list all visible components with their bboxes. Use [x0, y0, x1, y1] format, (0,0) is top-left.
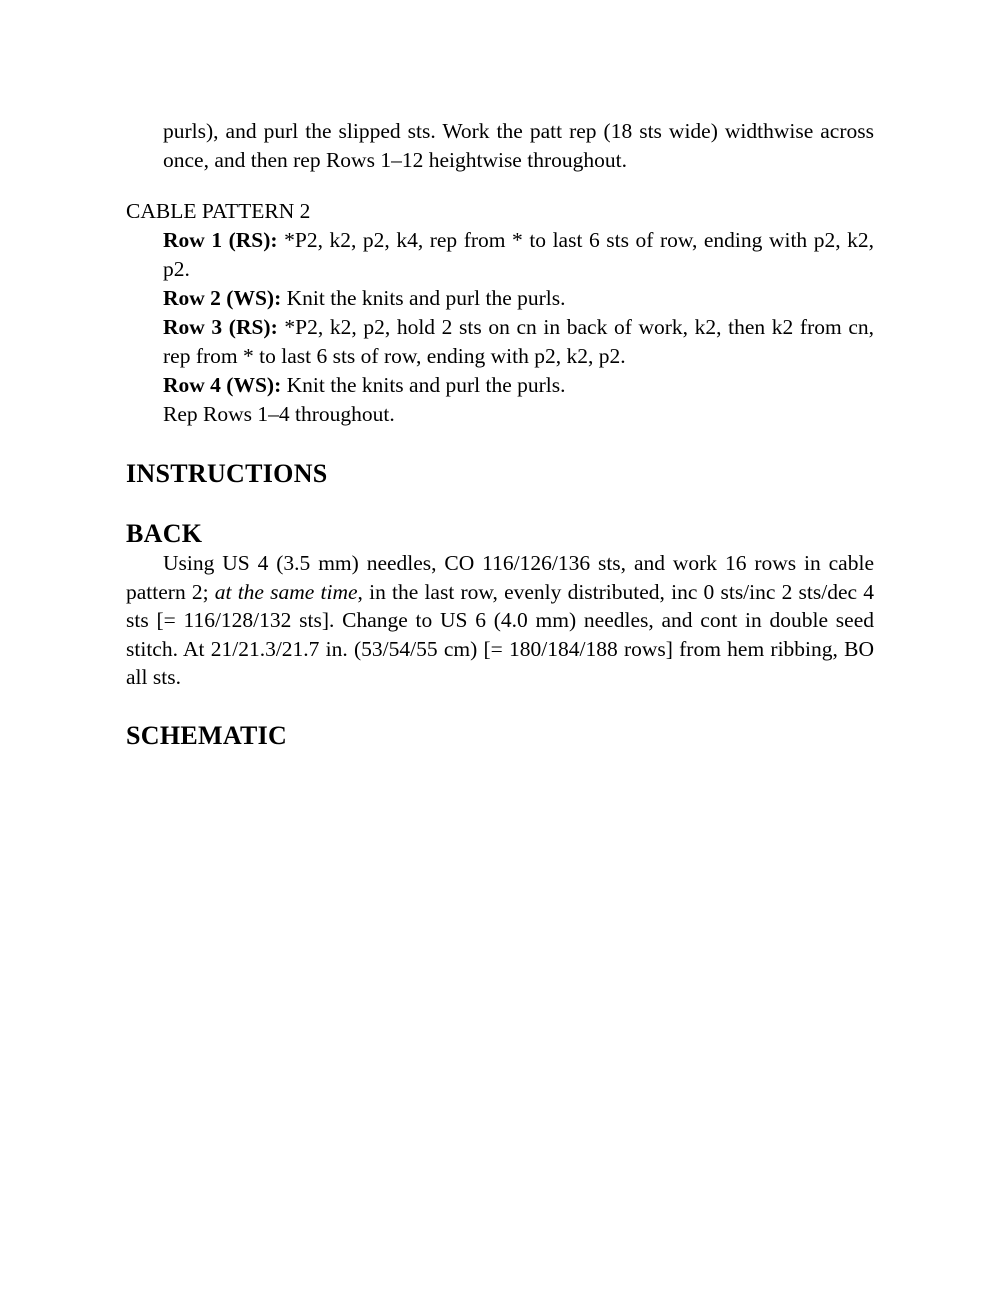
row-label: Row 4 (WS):: [163, 373, 282, 397]
back-heading: BACK: [126, 519, 203, 548]
cable-row-4: [163, 371, 874, 400]
row-text: *P2, k2, p2, k4, rep from * to last 6 sts of row, ending with p2, k2, p2.: [163, 228, 874, 281]
intro-text: purls), and purl the slipped sts. Work the patt rep (18 sts wide) widthwise across once, and then rep Rows 1–12 heightwise throughout.: [163, 119, 874, 172]
cable-pattern-rows: [163, 226, 874, 429]
back-text-part2: , in the last row, evenly distributed, inc 0 sts/inc 2 sts/dec 4 sts [= 116/128/132 sts]. Change to US 6 (4.0 mm) needles, and cont in double seed stitch. At 21/21.3/21.7 in. (53/54/55 cm) [= 180/184/188 rows] from hem ribbing, BO all sts.: [126, 579, 874, 689]
schematic-heading: SCHEMATIC: [126, 721, 288, 750]
cable-pattern-heading: CABLE PATTERN 2: [126, 199, 311, 223]
cable-row-2: [163, 284, 874, 313]
row-text: *P2, k2, p2, hold 2 sts on cn in back of work, k2, then k2 from cn, rep from * to last 6 sts of row, ending with p2, k2, p2.: [163, 315, 874, 368]
cable-row-3: [163, 313, 874, 371]
intro-paragraph: [163, 117, 874, 175]
instructions-heading: INSTRUCTIONS: [126, 459, 328, 488]
row-text: Knit the knits and purl the purls.: [281, 286, 566, 310]
back-text-part1: Using US 4 (3.5 mm) needles, CO 116/126/136 sts, and work 16 rows in cable pattern 2;: [126, 551, 874, 604]
cable-repeat: Rep Rows 1–4 throughout.: [163, 402, 395, 426]
back-text-italic: at the same time: [214, 579, 358, 604]
row-label: Row 1 (RS):: [163, 228, 278, 252]
back-instructions-text: [126, 549, 874, 692]
cable-row-1: [163, 226, 874, 284]
row-label: Row 2 (WS):: [163, 286, 282, 310]
row-text: Knit the knits and purl the purls.: [281, 373, 566, 397]
row-label: Row 3 (RS):: [163, 315, 278, 339]
